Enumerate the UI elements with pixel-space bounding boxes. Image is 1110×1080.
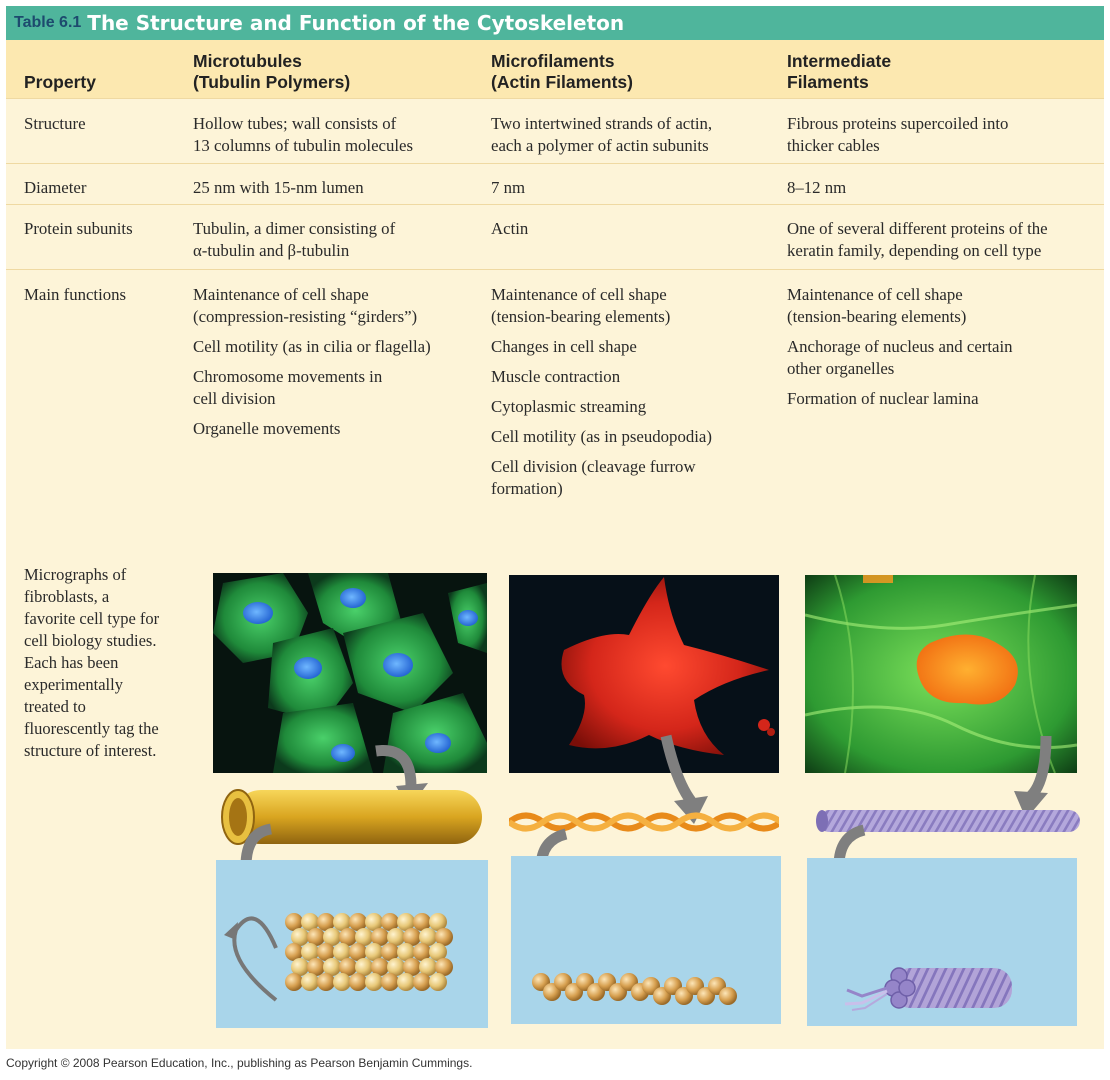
text-line: Hollow tubes; wall consists of [193, 114, 397, 133]
actin-subunit [719, 987, 737, 1005]
row-protein-subunits [6, 204, 1104, 268]
tubulin-subunit [349, 973, 367, 991]
text-line: (tension-bearing elements) [491, 307, 671, 326]
header-row [6, 40, 1104, 98]
tubulin-subunit [381, 973, 399, 991]
row-structure-microfilaments [491, 113, 712, 157]
header-microfilaments-line1: Microfilaments [491, 51, 615, 71]
row-protein-intermediate [787, 218, 1048, 262]
text-line: Cell motility (as in cilia or flagella) [193, 337, 431, 356]
text-line: Maintenance of cell shape [491, 285, 667, 304]
text-line: cell division [193, 389, 276, 408]
header-intermediate [787, 51, 891, 93]
row-protein-property: Protein subunits [24, 219, 133, 238]
row-diameter-property: Diameter [24, 178, 87, 197]
row-diameter-intermediate: 8–12 nm [787, 178, 847, 197]
microfilament-micrograph [509, 575, 779, 773]
row-protein-microtubules [193, 218, 395, 262]
function-item [491, 336, 712, 358]
text-line: Two intertwined strands of actin, [491, 114, 713, 133]
text-line: formation) [491, 479, 563, 498]
table-sheet [6, 6, 1104, 1049]
text-line: Anchorage of nucleus and certain [787, 337, 1013, 356]
header-microtubules-line2: (Tubulin Polymers) [193, 72, 351, 92]
text-line: each a polymer of actin subunits [491, 136, 709, 155]
header-microtubules [193, 51, 350, 93]
text-line: keratin family, depending on cell type [787, 241, 1042, 260]
table-number: Table 6.1 [14, 14, 82, 31]
function-item [193, 284, 431, 328]
tubulin-subunit [301, 973, 319, 991]
text-line: Changes in cell shape [491, 337, 637, 356]
micrograph-caption [24, 564, 194, 762]
header-microfilaments [491, 51, 633, 93]
row-structure-intermediate [787, 113, 1008, 157]
text-line: (compression-resisting “girders”) [193, 307, 418, 326]
copyright-notice: Copyright © 2008 Pearson Education, Inc., publishing as Pearson Benjamin Cummings. [6, 1056, 473, 1070]
text-line: 13 columns of tubulin molecules [193, 136, 413, 155]
row-diameter-microfilaments: 7 nm [491, 178, 526, 197]
tubulin-molecular-panel [216, 860, 488, 1028]
text-line: Muscle contraction [491, 367, 621, 386]
row-structure [6, 98, 1104, 162]
function-item [491, 284, 712, 328]
row-diameter [6, 163, 1104, 203]
text-line: Cytoplasmic streaming [491, 397, 647, 416]
function-item [193, 366, 431, 410]
text-line: other organelles [787, 359, 895, 378]
header-microtubules-line1: Microtubules [193, 51, 302, 71]
text-line: Cell division (cleavage furrow [491, 457, 696, 476]
microfilament-micrograph-image [509, 575, 779, 773]
function-item [491, 366, 712, 388]
function-item [787, 336, 1013, 380]
caption-line: favorite cell type for [24, 609, 160, 628]
tubulin-subunit [365, 973, 383, 991]
header-property: Property [24, 72, 96, 92]
text-line: Fibrous proteins supercoiled into [787, 114, 1009, 133]
function-item [491, 456, 712, 500]
row-main-functions [6, 269, 1104, 530]
caption-line: treated to [24, 697, 86, 716]
text-line: Maintenance of cell shape [787, 285, 963, 304]
microtubule-micrograph [213, 573, 487, 773]
row-diameter-microtubules: 25 nm with 15-nm lumen [193, 178, 364, 197]
row-structure-microtubules [193, 113, 413, 157]
text-line: Formation of nuclear lamina [787, 389, 979, 408]
text-line: One of several different proteins of the [787, 219, 1048, 238]
tubulin-subunit [317, 973, 335, 991]
text-line: Organelle movements [193, 419, 341, 438]
row-functions-property: Main functions [24, 285, 127, 304]
actin-subunit-model [511, 856, 781, 1024]
text-line: α-tubulin and β-tubulin [193, 241, 350, 260]
row-functions-microtubules [193, 284, 431, 448]
row-protein-microfilaments: Actin [491, 219, 529, 238]
row-functions-microfilaments [491, 284, 712, 508]
tubulin-subunit-model [216, 860, 488, 1028]
function-item [491, 426, 712, 448]
title-bar [6, 6, 1104, 40]
text-line: Tubulin, a dimer consisting of [193, 219, 396, 238]
tubulin-subunit [413, 973, 431, 991]
caption-line: cell biology studies. [24, 631, 157, 650]
text-line: Cell motility (as in pseudopodia) [491, 427, 712, 446]
tubulin-subunit [429, 973, 447, 991]
text-line: thicker cables [787, 136, 880, 155]
function-item [491, 396, 712, 418]
caption-line: structure of interest. [24, 741, 157, 760]
header-microfilaments-line2: (Actin Filaments) [491, 72, 633, 92]
tubulin-subunit [333, 973, 351, 991]
caption-line: Micrographs of [24, 565, 127, 584]
tubulin-subunit [397, 973, 415, 991]
row-functions-intermediate [787, 284, 1013, 418]
keratin-subunit-model [807, 858, 1077, 1026]
text-line: Maintenance of cell shape [193, 285, 369, 304]
header-intermediate-line2: Filaments [787, 72, 869, 92]
tubulin-subunit [285, 973, 303, 991]
header-intermediate-line1: Intermediate [787, 51, 892, 71]
caption-line: Each has been [24, 653, 119, 672]
caption-line: fibroblasts, a [24, 587, 110, 606]
function-item [193, 336, 431, 358]
text-line: Chromosome movements in [193, 367, 383, 386]
function-item [787, 284, 1013, 328]
actin-molecular-panel [511, 856, 781, 1024]
caption-line: experimentally [24, 675, 123, 694]
table-title: The Structure and Function of the Cytoskeleton [87, 11, 625, 35]
text-line: (tension-bearing elements) [787, 307, 967, 326]
microtubule-micrograph-image [213, 573, 487, 773]
keratin-molecular-panel [807, 858, 1077, 1026]
row-structure-property: Structure [24, 114, 86, 133]
caption-line: fluorescently tag the [24, 719, 159, 738]
function-item [193, 418, 431, 440]
function-item [787, 388, 1013, 410]
